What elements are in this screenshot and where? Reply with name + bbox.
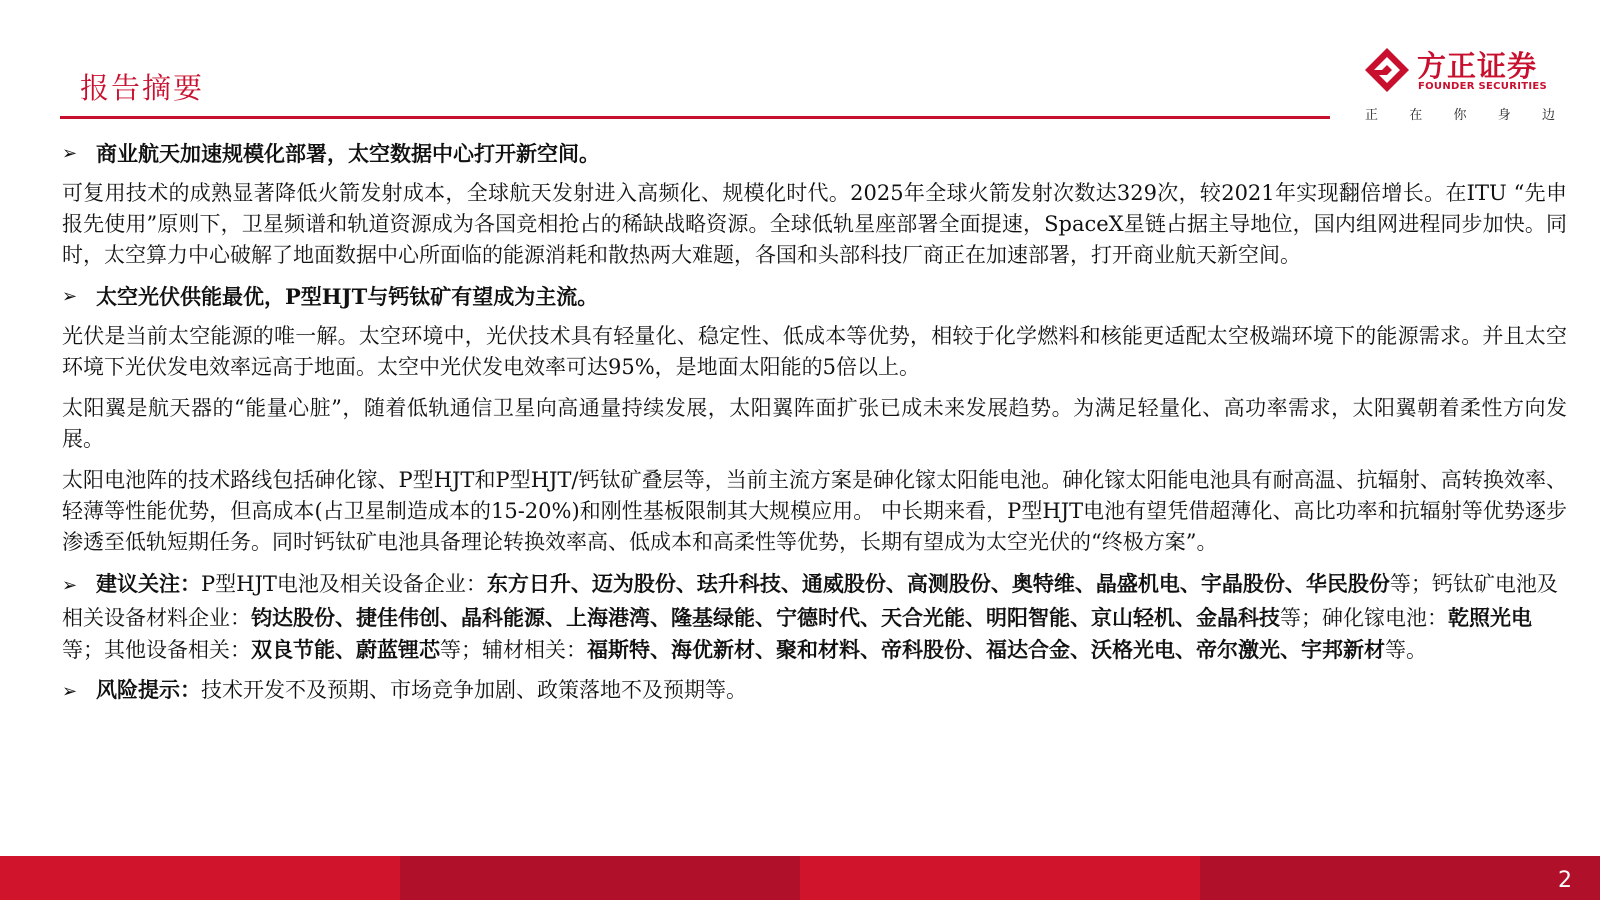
paragraph: 太阳翼是航天器的“能量心脏”，随着低轨通信卫星向高通量持续发展，太阳翼阵面扩张已成未来发展趋势。为满足轻量化、高功率需求，太阳翼朝着柔性方向发展。 <box>62 396 1567 451</box>
recommended-companies: 东方日升、迈为股份、珐升科技、通威股份、高测股份、奥特维、晶盛机电、宇晶股份、华民股份 <box>486 571 1390 596</box>
risk-label: 风险提示： <box>96 677 201 702</box>
founder-logo-icon <box>1365 48 1409 92</box>
slogan-char: 正 <box>1365 108 1379 123</box>
recommendation-text: 等；砷化镓电池： <box>1280 606 1448 630</box>
risk-text: 技术开发不及预期、市场竞争加剧、政策落地不及预期等。 <box>201 678 747 702</box>
recommendation-text: 等；其他设备相关： <box>62 638 251 662</box>
recommendation <box>62 568 1567 666</box>
slogan-char: 边 <box>1541 108 1555 123</box>
recommended-companies: 钧达股份、捷佳伟创、晶科能源、上海港湾、隆基绿能、宁德时代、天合光能、明阳智能、京山轻机、金晶科技 <box>251 605 1280 630</box>
header-divider <box>60 116 1330 119</box>
slogan-char: 你 <box>1453 108 1467 123</box>
recommendation-text: 等；钙钛矿电池及相关设备材料企业： <box>62 572 1558 630</box>
slogan-char: 在 <box>1409 108 1423 123</box>
slogan-char: 身 <box>1497 108 1511 123</box>
section-heading-2 <box>62 281 1567 313</box>
arrow-bullet-icon: ➢ <box>62 681 78 702</box>
footer-bar <box>0 856 1600 900</box>
footer-segment <box>1200 856 1600 900</box>
page-title: 报告摘要 <box>80 71 205 105</box>
page-number: 2 <box>1558 868 1572 893</box>
arrow-bullet-icon: ➢ <box>62 286 78 307</box>
footer-segment <box>800 856 1200 900</box>
arrow-bullet-icon: ➢ <box>62 575 78 596</box>
paragraph: 可复用技术的成熟显著降低火箭发射成本，全球航天发射进入高频化、规模化时代。2025年全球火箭发射次数达329次，较2021年实现翻倍增长。在ITU “先申报先使用”原则下，卫星频谱和轨道资源成为各国竞相抢占的稀缺战略资源。全球低轨星座部署全面提速，SpaceX星链占据主导地位，国内组网进程同步加快。同时，太空算力中心破解了地面数据中心所面临的能源消耗和散热两大难题，各国和头部科技厂商正在加速部署，打开商业航天新空间。 <box>62 181 1567 267</box>
logo-name-en: FOUNDER SECURITIES <box>1418 81 1548 92</box>
recommended-companies: 乾照光电 <box>1448 605 1532 630</box>
recommendation-text: 等。 <box>1385 638 1427 662</box>
recommended-companies: 双良节能、蔚蓝锂芯 <box>251 637 440 662</box>
recommendation-text: 等；辅材相关： <box>440 638 587 662</box>
footer-segment <box>0 856 400 900</box>
report-summary-body <box>62 132 1567 708</box>
risk-warning <box>62 674 1567 708</box>
paragraph: 太阳电池阵的技术路线包括砷化镓、P型HJT和P型HJT/钙钛矿叠层等，当前主流方案是砷化镓太阳能电池。砷化镓太阳能电池具有耐高温、抗辐射、高转换效率、轻薄等性能优势，但高成本(占卫星制造成本的15-20%)和刚性基板限制其大规模应用。 中长期来看，P型HJT电池有望凭借超薄化、高比功率和抗辐射等优势逐步渗透至低轨短期任务。同时钙钛矿电池具备理论转换效率高、低成本和高柔性等优势，长期有望成为太空光伏的“终极方案”。 <box>62 468 1567 554</box>
section-heading-1 <box>62 138 1567 170</box>
footer-segment <box>400 856 800 900</box>
slogan <box>1365 104 1555 123</box>
recommendation-text: P型HJT电池及相关设备企业： <box>201 572 487 596</box>
logo-name-cn: 方正证券 <box>1417 49 1538 83</box>
recommendation-label: 建议关注： <box>96 571 201 596</box>
section-heading-text: 商业航天加速规模化部署，太空数据中心打开新空间。 <box>96 141 600 166</box>
section-heading-text: 太空光伏供能最优，P型HJT与钙钛矿有望成为主流。 <box>96 284 599 309</box>
recommended-companies: 福斯特、海优新材、聚和材料、帝科股份、福达合金、沃格光电、帝尔激光、宇邦新材 <box>587 637 1385 662</box>
paragraph: 光伏是当前太空能源的唯一解。太空环境中，光伏技术具有轻量化、稳定性、低成本等优势，相较于化学燃料和核能更适配太空极端环境下的能源需求。并且太空环境下光伏发电效率远高于地面。太空中光伏发电效率可达95%，是地面太阳能的5倍以上。 <box>62 324 1567 379</box>
arrow-bullet-icon: ➢ <box>62 143 78 164</box>
